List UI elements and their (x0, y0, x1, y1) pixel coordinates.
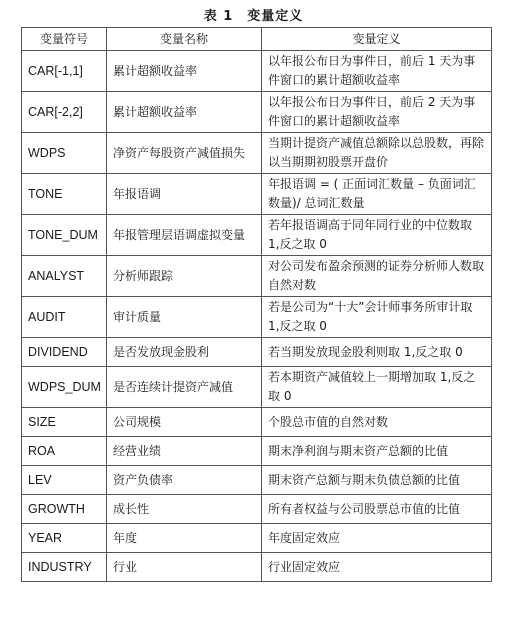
table-row (22, 215, 492, 256)
cell-definition: 当期计提资产减值总额除以总股数，再除以当期期初股票开盘价 (262, 133, 492, 174)
table-header-row (22, 28, 492, 51)
cell-name: 行业 (107, 553, 262, 582)
cell-definition: 所有者权益与公司股票总市值的比值 (262, 495, 492, 524)
cell-definition: 年度固定效应 (262, 524, 492, 553)
cell-symbol: GROWTH (22, 495, 107, 524)
variable-definition-table (21, 27, 492, 582)
cell-symbol: INDUSTRY (22, 553, 107, 582)
cell-name: 净资产每股资产减值损失 (107, 133, 262, 174)
cell-symbol: WDPS (22, 133, 107, 174)
table-row (22, 437, 492, 466)
cell-name: 资产负债率 (107, 466, 262, 495)
table-row (22, 524, 492, 553)
cell-name: 经营业绩 (107, 437, 262, 466)
cell-name: 审计质量 (107, 297, 262, 338)
cell-symbol: DIVIDEND (22, 338, 107, 367)
table-row (22, 495, 492, 524)
table-row (22, 367, 492, 408)
table-row (22, 92, 492, 133)
cell-name: 分析师跟踪 (107, 256, 262, 297)
cell-symbol: TONE_DUM (22, 215, 107, 256)
cell-definition: 期末资产总额与期末负债总额的比值 (262, 466, 492, 495)
cell-symbol: YEAR (22, 524, 107, 553)
cell-definition: 以年报公布日为事件日，前后 2 天为事件窗口的累计超额收益率 (262, 92, 492, 133)
cell-symbol: CAR[-2,2] (22, 92, 107, 133)
cell-definition: 若当期发放现金股利则取 1,反之取 0 (262, 338, 492, 367)
cell-symbol: AUDIT (22, 297, 107, 338)
table-row (22, 174, 492, 215)
cell-name: 年度 (107, 524, 262, 553)
cell-name: 累计超额收益率 (107, 92, 262, 133)
cell-name: 年报语调 (107, 174, 262, 215)
cell-symbol: SIZE (22, 408, 107, 437)
cell-name: 年报管理层语调虚拟变量 (107, 215, 262, 256)
cell-definition: 对公司发布盈余预测的证券分析师人数取自然对数 (262, 256, 492, 297)
cell-name: 累计超额收益率 (107, 51, 262, 92)
table-row (22, 553, 492, 582)
header-symbol: 变量符号 (22, 28, 107, 51)
cell-name: 是否发放现金股利 (107, 338, 262, 367)
cell-symbol: ROA (22, 437, 107, 466)
cell-definition: 若本期资产减值较上一期增加取 1,反之取 0 (262, 367, 492, 408)
table-row (22, 51, 492, 92)
table-row (22, 256, 492, 297)
cell-definition: 个股总市值的自然对数 (262, 408, 492, 437)
cell-definition: 行业固定效应 (262, 553, 492, 582)
table-row (22, 297, 492, 338)
cell-symbol: TONE (22, 174, 107, 215)
cell-definition: 年报语调 = ( 正面词汇数量 – 负面词汇数量)/ 总词汇数量 (262, 174, 492, 215)
cell-definition: 若年报语调高于同年同行业的中位数取 1,反之取 0 (262, 215, 492, 256)
cell-name: 是否连续计提资产减值 (107, 367, 262, 408)
cell-definition: 以年报公布日为事件日，前后 1 天为事件窗口的累计超额收益率 (262, 51, 492, 92)
cell-name: 成长性 (107, 495, 262, 524)
header-name: 变量名称 (107, 28, 262, 51)
cell-symbol: WDPS_DUM (22, 367, 107, 408)
cell-definition: 若是公司为“十大”会计师事务所审计取 1,反之取 0 (262, 297, 492, 338)
cell-name: 公司规模 (107, 408, 262, 437)
cell-symbol: CAR[-1,1] (22, 51, 107, 92)
cell-definition: 期末净利润与期末资产总额的比值 (262, 437, 492, 466)
table-row (22, 338, 492, 367)
cell-symbol: ANALYST (22, 256, 107, 297)
table-row (22, 466, 492, 495)
header-definition: 变量定义 (262, 28, 492, 51)
table-title: 表 1 变量定义 (203, 9, 304, 24)
cell-symbol: LEV (22, 466, 107, 495)
table-row (22, 408, 492, 437)
table-row (22, 133, 492, 174)
